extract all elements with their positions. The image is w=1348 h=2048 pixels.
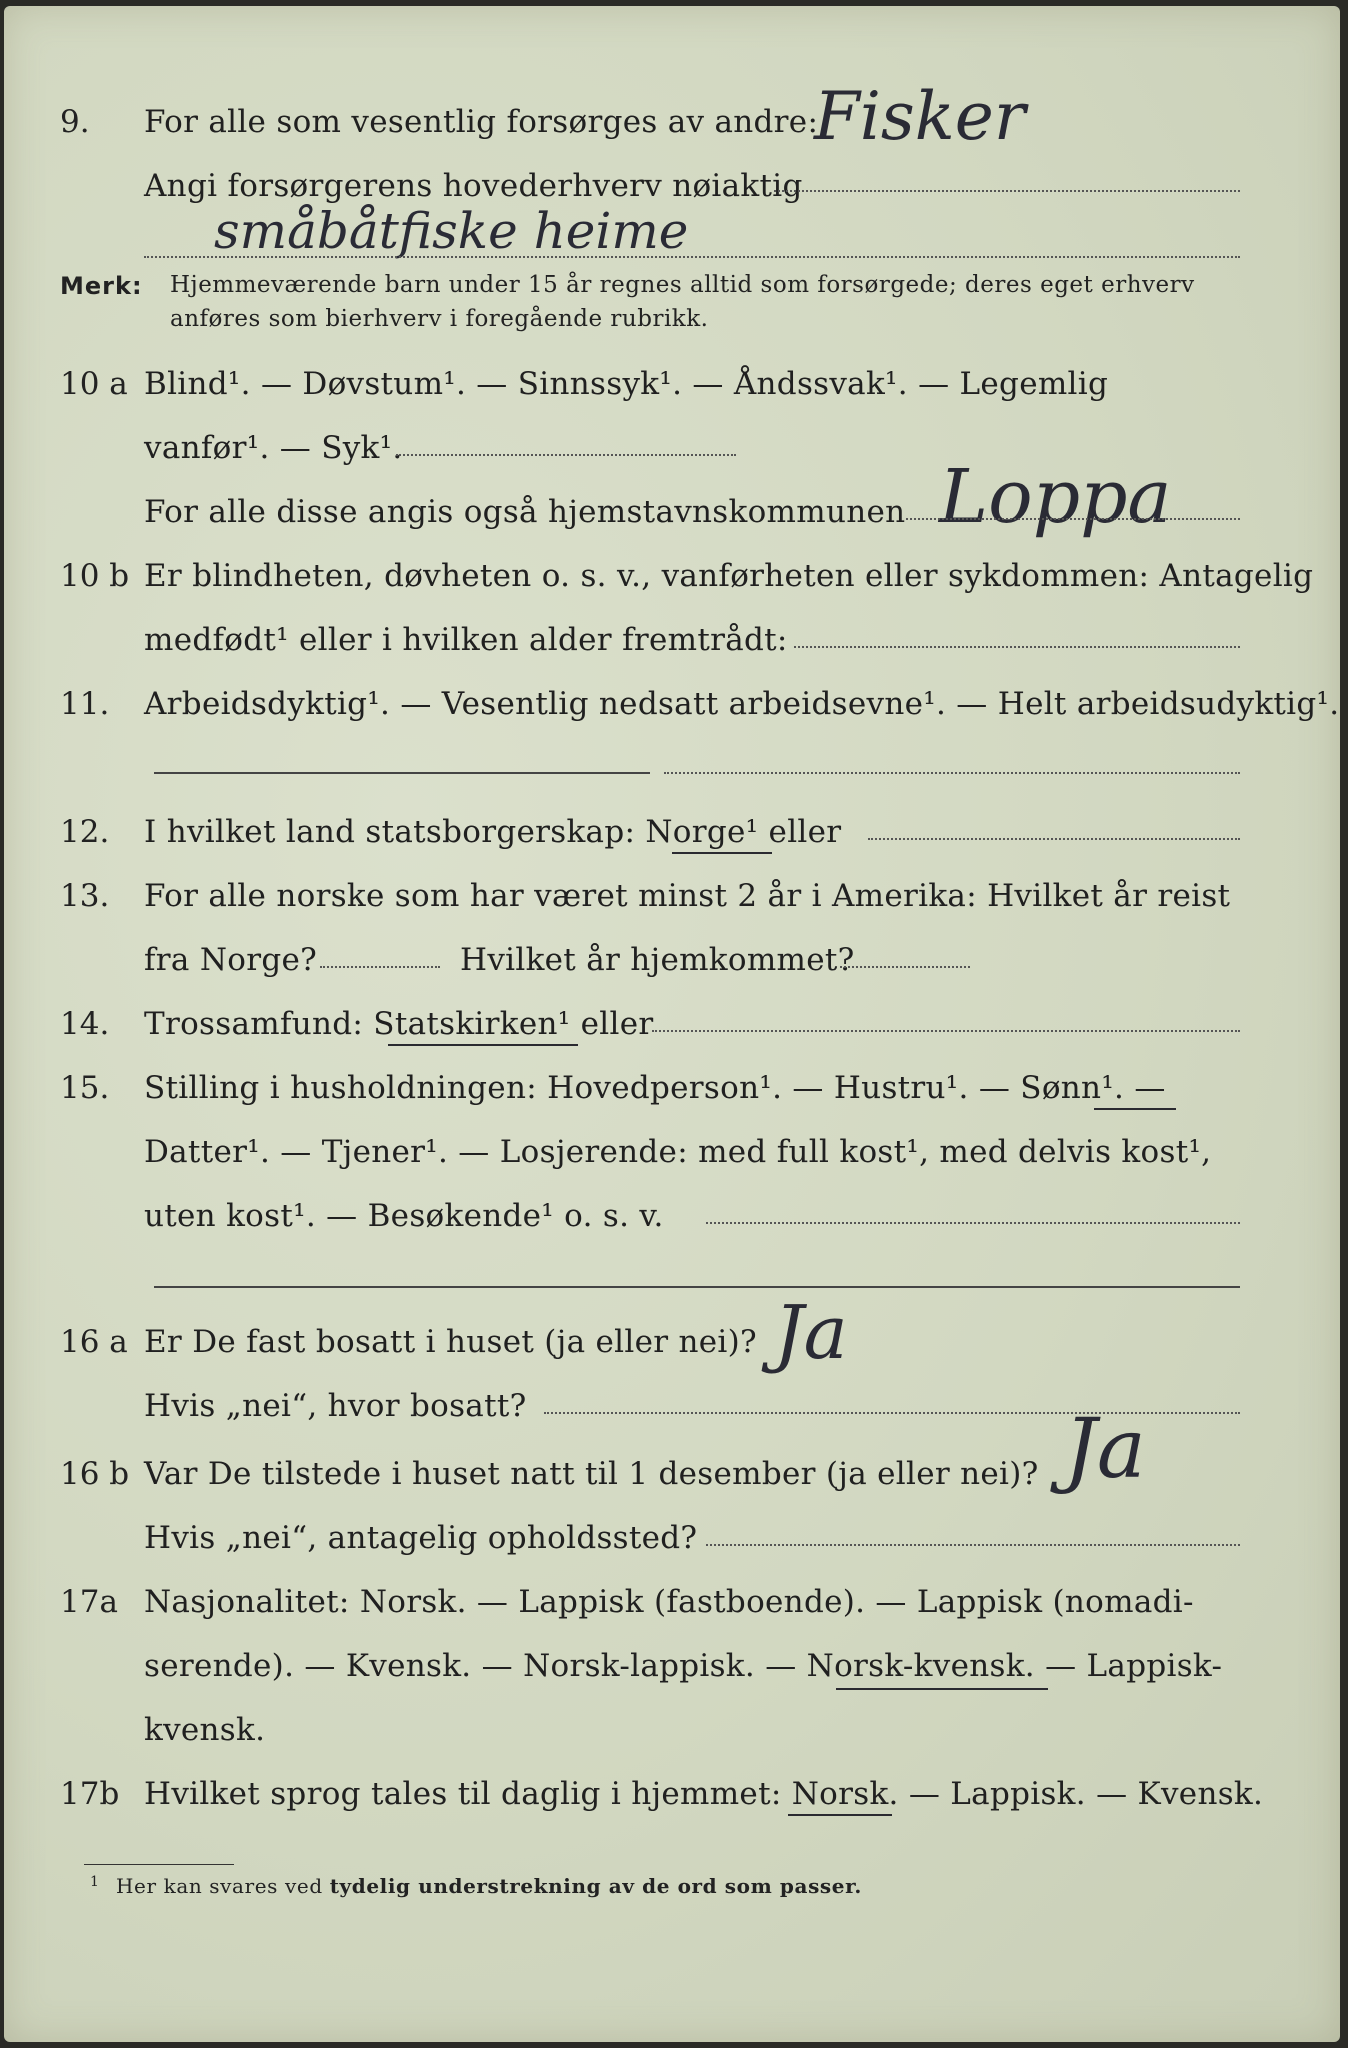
answer-line (320, 966, 440, 968)
question-text: kvensk. (144, 1712, 266, 1748)
question-text: For alle disse angis også hjemstavnskommunen (144, 494, 906, 530)
question-17a (4, 1572, 1340, 1632)
answer-underline (388, 1044, 578, 1046)
census-form-page (4, 6, 1340, 2042)
question-11 (4, 674, 1340, 734)
question-text: Nasjonalitet: Norsk. — Lappisk (fastboende). — Lappisk (nomadi- (144, 1584, 1194, 1620)
question-13-line2 (4, 930, 1340, 990)
question-number: 10 b (60, 558, 130, 594)
question-number: 9. (60, 104, 90, 140)
question-10a (4, 354, 1340, 414)
note-text: Hjemmeværende barn under 15 år regnes alltid som forsørgede; deres eget erhverv (170, 272, 1195, 298)
question-text: Arbeidsdyktig¹. — Vesentlig nedsatt arbeidsevne¹. — Helt arbeidsudyktig¹. (144, 686, 1340, 722)
answer-line (664, 772, 1240, 774)
question-text: Trossamfund: Statskirken¹ eller (144, 1006, 654, 1042)
question-text: Blind¹. — Døvstum¹. — Sinnssyk¹. — Åndssvak¹. — Legemlig (144, 366, 1109, 402)
question-17a-line3 (4, 1700, 1340, 1760)
answer-line (144, 256, 1240, 258)
question-text: Hvilket år hjemkommet? (460, 942, 855, 978)
question-10b-line2 (4, 610, 1340, 670)
question-text: Hvis „nei“, antagelig opholdssted? (144, 1520, 698, 1556)
answer-line (154, 772, 650, 774)
question-number: 14. (60, 1006, 110, 1042)
answer-line (774, 190, 1240, 192)
handwritten-answer: Ja (774, 1290, 848, 1376)
answer-line (652, 1030, 1240, 1032)
question-text: fra Norge? (144, 942, 318, 978)
note-text: anføres som bierhverv i foregående rubrikk. (170, 306, 709, 332)
answer-line (868, 838, 1240, 840)
footnote-emphasis: tydelig understrekning av de ord som passer. (329, 1874, 862, 1898)
footnote-rule (84, 1864, 234, 1865)
question-text: I hvilket land statsborgerskap: Norge¹ eller (144, 814, 842, 850)
question-text: Angi forsørgerens hovederhverv nøiaktig (144, 168, 803, 204)
question-16b-line2 (4, 1508, 1340, 1568)
answer-underline (788, 1814, 892, 1816)
answer-underline (836, 1688, 1048, 1690)
answer-line (154, 1286, 1240, 1288)
question-number: 10 a (60, 366, 128, 402)
question-9 (4, 92, 1340, 152)
question-text: For alle norske som har været minst 2 år i Amerika: Hvilket år reist (144, 878, 1231, 914)
question-number: 11. (60, 686, 110, 722)
footnote-text: Her kan svares ved (116, 1874, 330, 1898)
answer-underline (1094, 1108, 1176, 1110)
footnote (90, 1874, 862, 1898)
answer-underline (672, 852, 772, 854)
handwritten-occupation-detail: småbåtfiske heime (214, 202, 689, 260)
question-text: serende). — Kvensk. — Norsk-lappisk. — Norsk-kvensk. — Lappisk- (144, 1648, 1223, 1684)
answer-line (840, 966, 970, 968)
question-number: 12. (60, 814, 110, 850)
question-text: Hvilket sprog tales til daglig i hjemmet: Norsk. — Lappisk. — Kvensk. (144, 1776, 1264, 1812)
question-text: Er blindheten, døvheten o. s. v., vanførheten eller sykdommen: Antagelig (144, 558, 1314, 594)
handwritten-occupation: Fisker (814, 78, 1026, 155)
handwritten-answer: Ja (1064, 1402, 1146, 1497)
question-17a-line2 (4, 1636, 1340, 1696)
question-text: medfødt¹ eller i hvilken alder fremtrådt: (144, 622, 788, 658)
question-text: Hvis „nei“, hvor bosatt? (144, 1388, 527, 1424)
question-number: 17b (60, 1776, 120, 1812)
handwritten-home-municipality: Loppa (939, 454, 1172, 540)
question-number: 13. (60, 878, 110, 914)
question-15-line2 (4, 1122, 1340, 1182)
answer-line (906, 518, 1240, 520)
question-number: 16 a (60, 1324, 128, 1360)
question-number: 17a (60, 1584, 118, 1620)
question-text: Er De fast bosatt i huset (ja eller nei)? (144, 1324, 757, 1360)
answer-line (706, 1544, 1240, 1546)
question-text: For alle som vesentlig forsørges av andre: (144, 104, 819, 140)
note-label: Merk: (60, 272, 143, 300)
question-16a (4, 1312, 1340, 1372)
question-13 (4, 866, 1340, 926)
question-15-line3 (4, 1186, 1340, 1246)
question-text: uten kost¹. — Besøkende¹ o. s. v. (144, 1198, 664, 1234)
question-text: Var De tilstede i huset natt til 1 desember (ja eller nei)? (144, 1456, 1039, 1492)
question-17b (4, 1764, 1340, 1824)
answer-line (706, 1222, 1240, 1224)
answer-line (794, 646, 1240, 648)
question-text: vanfør¹. — Syk¹. (144, 430, 403, 466)
answer-line (396, 454, 736, 456)
question-10b (4, 546, 1340, 606)
question-text: Datter¹. — Tjener¹. — Losjerende: med full kost¹, med delvis kost¹, (144, 1134, 1212, 1170)
question-text: Stilling i husholdningen: Hovedperson¹. — Hustru¹. — Sønn¹. — (144, 1070, 1166, 1106)
question-number: 15. (60, 1070, 110, 1106)
question-number: 16 b (60, 1456, 130, 1492)
question-14 (4, 994, 1340, 1054)
footnote-mark: 1 (90, 1874, 100, 1890)
